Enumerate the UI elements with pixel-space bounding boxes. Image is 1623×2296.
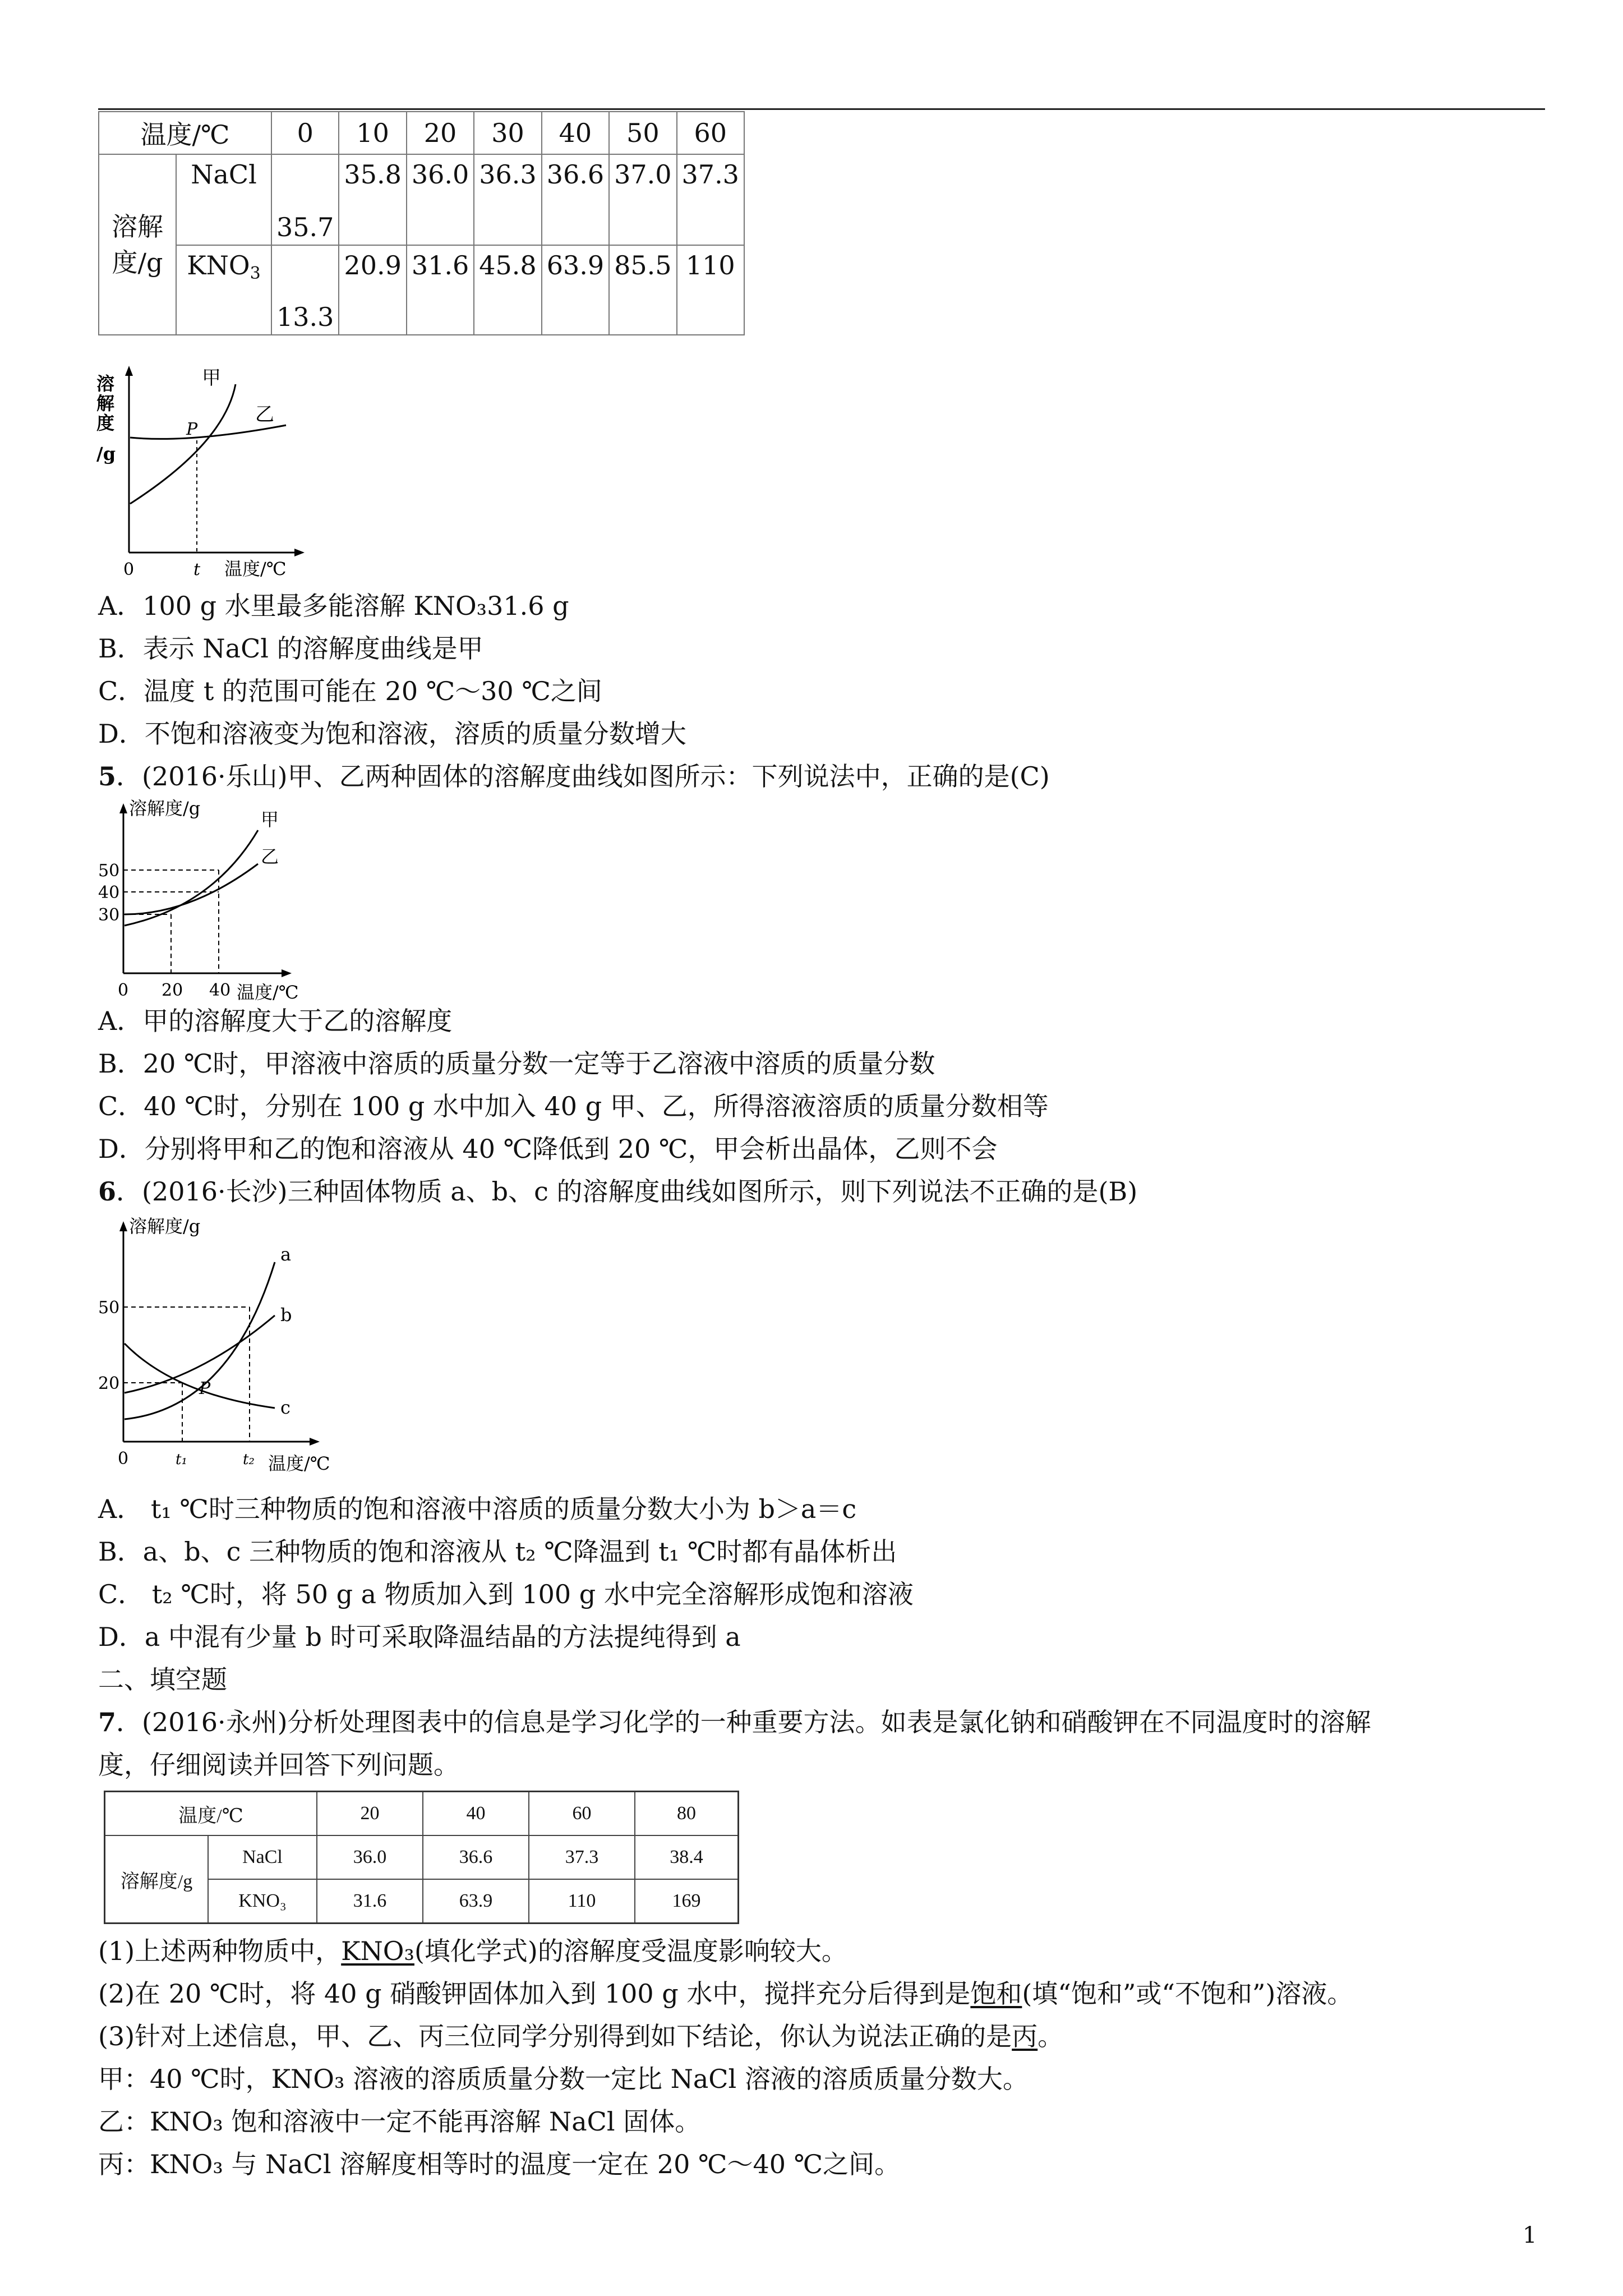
q7-p2-post: (填“饱和”或“不饱和”)溶液。 — [1022, 1978, 1353, 2009]
q7-number: 7 — [98, 1707, 117, 1737]
kno3-text: KNO — [187, 250, 250, 280]
y-axis-arrow — [119, 803, 127, 813]
q7-p3-answer: 丙 — [1012, 2021, 1038, 2051]
table-cell: 36.0 — [407, 154, 474, 245]
table-cell: 31.6 — [407, 245, 474, 335]
q6-number: 6 — [98, 1176, 117, 1207]
q7-stem-line1 — [98, 1705, 1371, 1739]
label-jia: 甲 — [261, 809, 279, 830]
q7-statement-jia: 甲：40 ℃时，KNO₃ 溶液的溶质质量分数一定比 NaCl 溶液的溶质质量分数大。 — [98, 2064, 1029, 2094]
table-header-cell: 50 — [609, 112, 676, 154]
table-header-cell: 温度/℃ — [99, 112, 271, 154]
q6-option-a: A． t₁ ℃时三种物质的饱和溶液中溶质的质量分数大小为 b＞a＝c — [98, 1494, 857, 1524]
solubility-table-2 — [104, 1791, 739, 1924]
label-a: a — [280, 1244, 292, 1265]
xlabel: 温度/℃ — [268, 1453, 330, 1474]
table-header-cell: 20 — [317, 1792, 423, 1836]
xlabel: 温度/℃ — [237, 982, 299, 1003]
sol-label-cell — [99, 154, 176, 335]
tick-t2: t₂ — [243, 1451, 255, 1468]
table-row — [99, 112, 744, 154]
tick-x40: 40 — [209, 981, 231, 1000]
kno3-label — [176, 245, 271, 335]
nacl-label: NaCl — [208, 1835, 317, 1879]
table-row — [99, 154, 744, 245]
t-label: t — [193, 560, 201, 579]
q5-option-a: A．甲的溶解度大于乙的溶解度 — [98, 1006, 453, 1036]
tick-50: 50 — [98, 861, 120, 881]
origin-label: 0 — [123, 560, 135, 579]
q5-option-d: D．分别将甲和乙的饱和溶液从 40 ℃降低到 20 ℃，甲会析出晶体，乙则不会 — [98, 1134, 998, 1164]
q7-statement-bing: 丙：KNO₃ 与 NaCl 溶解度相等时的温度一定在 20 ℃～40 ℃之间。 — [98, 2149, 901, 2179]
table-cell: 169 — [635, 1879, 739, 1924]
table-cell: 110 — [677, 245, 744, 335]
sol-label-cell: 溶解度/g — [105, 1835, 209, 1924]
tick-x20: 20 — [162, 981, 183, 1000]
table-cell: 45.8 — [474, 245, 541, 335]
ylabel-2: 解 — [96, 393, 115, 414]
table-cell: 110 — [529, 1879, 635, 1924]
q5-stem — [98, 760, 1050, 793]
tick-40: 40 — [98, 883, 120, 903]
table-cell: 13.3 — [271, 245, 339, 335]
ylabel-1: 溶 — [96, 373, 115, 394]
q7-stem-line2: 度，仔细阅读并回答下列问题。 — [98, 1750, 459, 1780]
x-axis-arrow — [282, 969, 292, 977]
nacl-label: NaCl — [176, 154, 271, 245]
tick-30: 30 — [98, 905, 120, 925]
ylabel-3: 度 — [96, 412, 115, 434]
table-header-cell: 40 — [542, 112, 609, 154]
tick-x0: 0 — [118, 981, 129, 1000]
q7-p3-pre: (3)针对上述信息，甲、乙、丙三位同学分别得到如下结论，你认为说法正确的是 — [98, 2021, 1012, 2051]
sol-label-2: 度/g — [112, 247, 163, 278]
table-header-cell: 30 — [474, 112, 541, 154]
page-number: 1 — [1523, 2223, 1537, 2248]
q7-part3 — [98, 2019, 1063, 2053]
label-yi: 乙 — [255, 403, 274, 426]
section-title: 二、填空题 — [98, 1664, 227, 1695]
table-header-cell: 10 — [339, 112, 406, 154]
label-b: b — [280, 1304, 292, 1326]
table-header-cell: 0 — [271, 112, 339, 154]
x-axis-arrow — [294, 549, 305, 556]
q7-p2-answer: 饱和 — [970, 1978, 1022, 2009]
q6-option-d: D．a 中混有少量 b 时可采取降温结晶的方法提纯得到 a — [98, 1622, 741, 1652]
tick-t1: t₁ — [176, 1451, 187, 1468]
tick-20: 20 — [98, 1374, 120, 1393]
q6-option-b: B．a、b、c 三种物质的饱和溶液从 t₂ ℃降温到 t₁ ℃时都有晶体析出 — [98, 1536, 897, 1567]
table-cell: 31.6 — [317, 1879, 423, 1924]
q7-p1-post: (填化学式)的溶解度受温度影响较大。 — [414, 1936, 847, 1966]
table-row — [99, 245, 744, 335]
tick-50: 50 — [98, 1298, 120, 1318]
table-cell: 20.9 — [339, 245, 406, 335]
solubility-graph-2 — [90, 797, 325, 1004]
q4-option-b: B．表示 NaCl 的溶解度曲线是甲 — [98, 633, 483, 664]
table-header-cell: 20 — [407, 112, 474, 154]
q4-option-c: C．温度 t 的范围可能在 20 ℃～30 ℃之间 — [98, 676, 602, 706]
q6-stem — [98, 1175, 1137, 1208]
curve-yi — [130, 425, 286, 439]
table-cell: 36.0 — [317, 1835, 423, 1879]
table-cell: 35.8 — [339, 154, 406, 245]
x-axis-arrow — [310, 1438, 320, 1446]
table-cell: 85.5 — [609, 245, 676, 335]
q7-p1-answer: KNO₃ — [341, 1936, 414, 1966]
q4-option-d: D．不饱和溶液变为饱和溶液，溶质的质量分数增大 — [98, 719, 686, 749]
q7-p2-pre: (2)在 20 ℃时，将 40 g 硝酸钾固体加入到 100 g 水中，搅拌充分后得到是 — [98, 1978, 971, 2009]
table-cell: 36.3 — [474, 154, 541, 245]
q7-stem-text: ．(2016·永州)分析处理图表中的信息是学习化学的一种重要方法。如表是氯化钠和硝酸钾在不同温度时的溶解 — [116, 1707, 1371, 1737]
ylabel: 溶解度/g — [129, 1216, 201, 1237]
label-yi: 乙 — [261, 846, 279, 867]
table-header-cell: 80 — [635, 1792, 739, 1836]
table-cell: 63.9 — [542, 245, 609, 335]
table-cell: 38.4 — [635, 1835, 739, 1879]
q7-part1 — [98, 1934, 847, 1968]
table-row — [105, 1835, 739, 1879]
header-rule — [98, 108, 1545, 110]
curve-jia — [130, 384, 236, 504]
y-axis-arrow — [119, 1221, 127, 1231]
table-cell: 63.9 — [423, 1879, 529, 1924]
q5-option-c: C．40 ℃时，分别在 100 g 水中加入 40 g 甲、乙，所得溶液溶质的质量分数相等 — [98, 1091, 1049, 1121]
table-cell: 37.3 — [529, 1835, 635, 1879]
table-header-cell: 60 — [529, 1792, 635, 1836]
solubility-table-1 — [98, 111, 745, 335]
q5-stem-text: ．(2016·乐山)甲、乙两种固体的溶解度曲线如图所示：下列说法中，正确的是(C) — [116, 761, 1050, 792]
table-cell: 37.0 — [609, 154, 676, 245]
ylabel-4: /g — [96, 443, 116, 464]
q7-statement-yi: 乙：KNO₃ 饱和溶液中一定不能再溶解 NaCl 固体。 — [98, 2106, 701, 2137]
solubility-graph-1 — [84, 359, 320, 583]
kno3-sub: 3 — [250, 264, 261, 283]
table-header-cell: 温度/℃ — [105, 1792, 317, 1836]
sol-label-1: 溶解 — [112, 211, 163, 242]
q7-part2 — [98, 1977, 1353, 2010]
table-cell: 35.7 — [271, 154, 339, 245]
q5-number: 5 — [98, 761, 117, 792]
q4-option-a: A．100 g 水里最多能溶解 KNO₃31.6 g — [98, 591, 569, 621]
tick-x0: 0 — [118, 1449, 129, 1469]
q5-option-b: B．20 ℃时，甲溶液中溶质的质量分数一定等于乙溶液中溶质的质量分数 — [98, 1048, 935, 1079]
q7-p1-pre: (1)上述两种物质中， — [98, 1936, 342, 1966]
curve-yi — [125, 864, 258, 914]
table-cell: 37.3 — [677, 154, 744, 245]
label-jia: 甲 — [202, 367, 221, 389]
xlabel: 温度/℃ — [224, 558, 287, 579]
solubility-graph-3 — [90, 1214, 359, 1478]
table-cell: 36.6 — [423, 1835, 529, 1879]
kno3-label: KNO₃ — [208, 1879, 317, 1924]
label-p: P — [186, 420, 198, 439]
table-header-cell: 40 — [423, 1792, 529, 1836]
q6-stem-text: ．(2016·长沙)三种固体物质 a、b、c 的溶解度曲线如图所示，则下列说法不正确的是(B) — [116, 1176, 1138, 1207]
table-row — [105, 1792, 739, 1836]
y-axis-arrow — [125, 366, 133, 376]
label-p: P — [199, 1379, 211, 1398]
q7-p3-post: 。 — [1038, 2021, 1064, 2051]
table-cell: 36.6 — [542, 154, 609, 245]
table-header-cell: 60 — [677, 112, 744, 154]
ylabel: 溶解度/g — [129, 798, 201, 819]
q6-option-c: C． t₂ ℃时，将 50 g a 物质加入到 100 g 水中完全溶解形成饱和溶液 — [98, 1579, 914, 1609]
label-c: c — [280, 1397, 291, 1418]
